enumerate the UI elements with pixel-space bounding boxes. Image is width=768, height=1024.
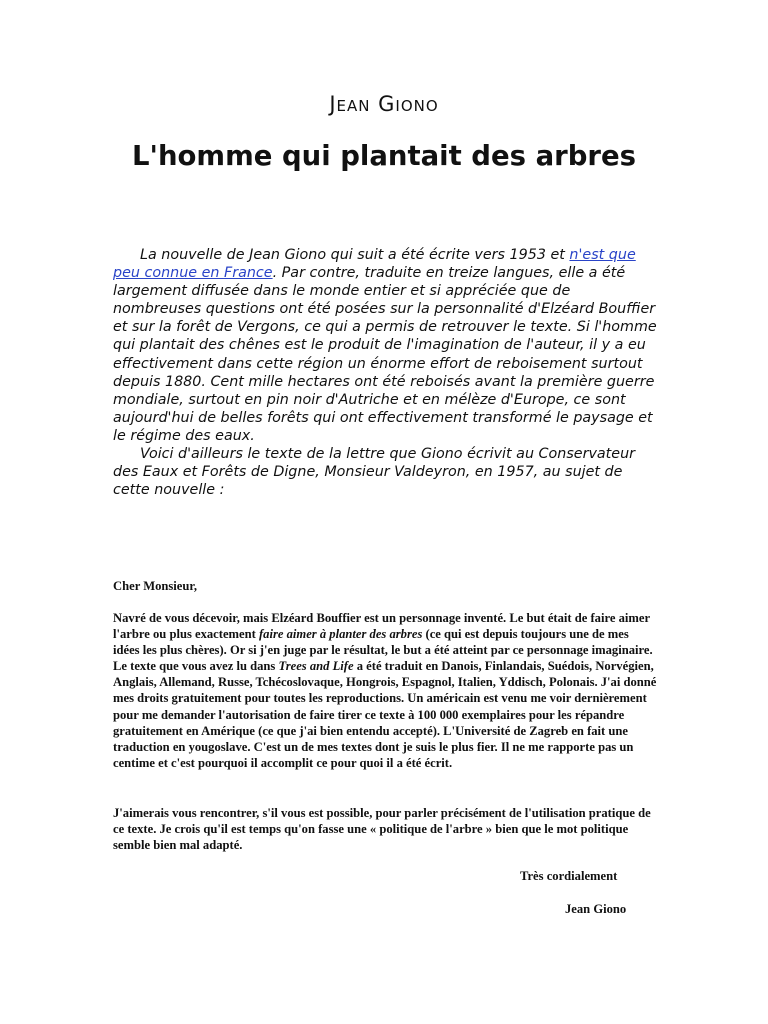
intro-paragraph-2: Voici d'ailleurs le texte de la lettre que Giono écrivit au Conservateur des Eaux et Forêts de Digne, Monsieur Valdeyron, en 1957, au sujet de cette nouvelle :	[113, 446, 636, 499]
letter-emphasis: faire aimer à planter des arbres	[258, 627, 423, 642]
intro-text-after-link: . Par contre, traduite en treize langues, elle a été largement diffusée dans le monde entier et si appréciée que de nombreuses questions ont été posées sur la personnalité d'Elzéard Bouffier et sur la forêt de Vergons, ce qui a permis de retrouver le texte. Si l'homme qui plantait des chênes est le produit de l'imagination de l'auteur, il y a eu effectivement dans cette région un énorme effort de reboisement surtout depuis 1880. Cent mille hectares ont été reboisés avant la première guerre mondiale, surtout en pin noir d'Autriche et en mélèze d'Europe, ce sont aujourd'hui de belles forêts qui ont effectivement transformé le paysage et le régime des eaux.	[113, 265, 657, 444]
intro-text	[113, 246, 661, 499]
letter-paragraph-1	[113, 610, 658, 771]
intro-text-before-link: La nouvelle de Jean Giono qui suit a été écrite vers 1953 et	[140, 247, 570, 263]
letter-greeting: Cher Monsieur,	[113, 579, 197, 593]
page-title: L'homme qui plantait des arbres	[132, 140, 636, 172]
letter-emphasis: Trees and Life	[278, 659, 354, 674]
letter-text: (ce qui est depuis toujours une de mes idées les plus chères). Or si j'en juge par le résultat, le but a été atteint par ce personnage imaginaire. Le texte que vous avez lu dans	[113, 627, 653, 674]
letter-text: a été traduit en Danois, Finlandais, Suédois, Norvégien, Anglais, Allemand, Russe, Tchécoslovaque, Hongrois, Espagnol, Italien, Yddisch, Polonais. J'ai donné mes droits gratuitement pour toutes les reproductions. Un américain est venu me voir dernièrement pour me demander l'autorisation de faire tirer ce texte à 100 000 exemplaires pour les répandre gratuitement en Amérique (ce que j'ai bien entendu accepté). L'Université de Zagreb en fait une traduction en yougoslave. C'est un de mes textes dont je suis le plus fier. Il ne me rapporte pas un centime et c'est pourquoi il accomplit ce pour quoi il a été écrit.	[113, 659, 657, 770]
letter-text: Navré de vous décevoir, mais Elzéard Bouffier est un personnage inventé. Le but était de faire aimer l'arbre ou plus exactement	[113, 611, 650, 642]
letter-signature: Jean Giono	[565, 902, 627, 916]
author-name: Jean Giono	[329, 92, 439, 116]
letter-closing: Très cordialement	[520, 869, 618, 883]
letter-paragraph-2: J'aimerais vous rencontrer, s'il vous est possible, pour parler précisément de l'utilisation pratique de ce texte. Je crois qu'il est temps qu'on fasse une « politique de l'arbre » bien que le mot politique semble bien mal adapté.	[113, 806, 651, 853]
intro-paragraph	[113, 246, 661, 445]
intro-link[interactable]: n'est que peu connue en France	[113, 247, 636, 282]
